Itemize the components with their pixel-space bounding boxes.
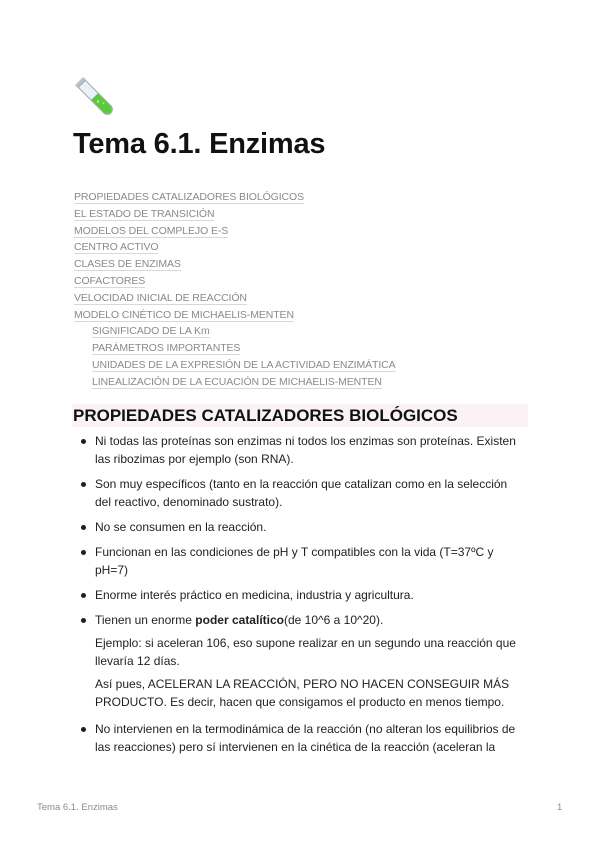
- bold-term: poder catalítico: [195, 613, 284, 627]
- bullet-icon: [81, 439, 86, 444]
- section-content: [78, 432, 523, 763]
- bullet-icon: [81, 550, 86, 555]
- list-item: Son muy específicos (tanto en la reacción que catalizan como en la selección del reactivo, denominado sustrato).: [78, 475, 523, 511]
- footer-title: Tema 6.1. Enzimas: [37, 802, 118, 813]
- toc-link-linealizacion[interactable]: LINEALIZACIÓN DE LA ECUACIÓN DE MICHAELIS-MENTEN: [92, 375, 382, 388]
- toc-link-centro-activo[interactable]: CENTRO ACTIVO: [74, 241, 159, 254]
- conclusion-paragraph: Así pues, ACELERAN LA REACCIÓN, PERO NO HACEN CONSEGUIR MÁS PRODUCTO. Es decir, hacen que consigamos el producto en menos tiempo.: [95, 677, 510, 709]
- toc-link-modelos-complejo[interactable]: MODELOS DEL COMPLEJO E-S: [74, 224, 229, 237]
- toc-link-modelo-michaelis[interactable]: MODELO CINÉTICO DE MICHAELIS-MENTEN: [74, 308, 294, 321]
- list-item: Ni todas las proteínas son enzimas ni todos los enzimas son proteínas. Existen las ribozimas por ejemplo (son RNA).: [78, 432, 523, 468]
- bullet-icon: [81, 525, 86, 530]
- example-paragraph: Ejemplo: si aceleran 106, eso supone realizar en un segundo una reacción que llevaría 12 días.: [95, 636, 516, 668]
- toc-link-significado-km[interactable]: SIGNIFICADO DE LA Km: [92, 325, 210, 338]
- table-of-contents: [74, 189, 524, 391]
- toc-link-estado-transicion[interactable]: EL ESTADO DE TRANSICIÓN: [74, 207, 215, 220]
- toc-link-propiedades[interactable]: PROPIEDADES CATALIZADORES BIOLÓGICOS: [74, 191, 304, 203]
- bullet-icon: [81, 727, 86, 732]
- bullet-icon: [81, 593, 86, 598]
- list-item: Tienen un enorme poder catalítico(de 10^6 a 10^20).: [78, 611, 523, 629]
- list-item: No intervienen en la termodinámica de la reacción (no alteran los equilibrios de las reacciones) pero sí intervienen en la cinética de la reacción (aceleran la: [78, 720, 523, 756]
- toc-link-clases-enzimas[interactable]: CLASES DE ENZIMAS: [74, 258, 181, 271]
- page-number: 1: [557, 802, 563, 813]
- test-tube-icon: [74, 76, 118, 120]
- toc-link-parametros[interactable]: PARÁMETROS IMPORTANTES: [92, 342, 241, 355]
- section-heading: PROPIEDADES CATALIZADORES BIOLÓGICOS: [72, 404, 528, 427]
- toc-link-velocidad-inicial[interactable]: VELOCIDAD INICIAL DE REACCIÓN: [74, 291, 247, 304]
- toc-link-cofactores[interactable]: COFACTORES: [74, 274, 146, 287]
- list-item: Enorme interés práctico en medicina, industria y agricultura.: [78, 586, 523, 604]
- toc-link-unidades[interactable]: UNIDADES DE LA EXPRESIÓN DE LA ACTIVIDAD ENZIMÁTICA: [92, 358, 396, 371]
- bullet-icon: [81, 482, 86, 487]
- list-item: No se consumen en la reacción.: [78, 518, 523, 536]
- bullet-icon: [81, 618, 86, 623]
- list-item: Funcionan en las condiciones de pH y T compatibles con la vida (T=37ºC y pH=7): [78, 543, 523, 579]
- page-title: Tema 6.1. Enzimas: [73, 128, 326, 160]
